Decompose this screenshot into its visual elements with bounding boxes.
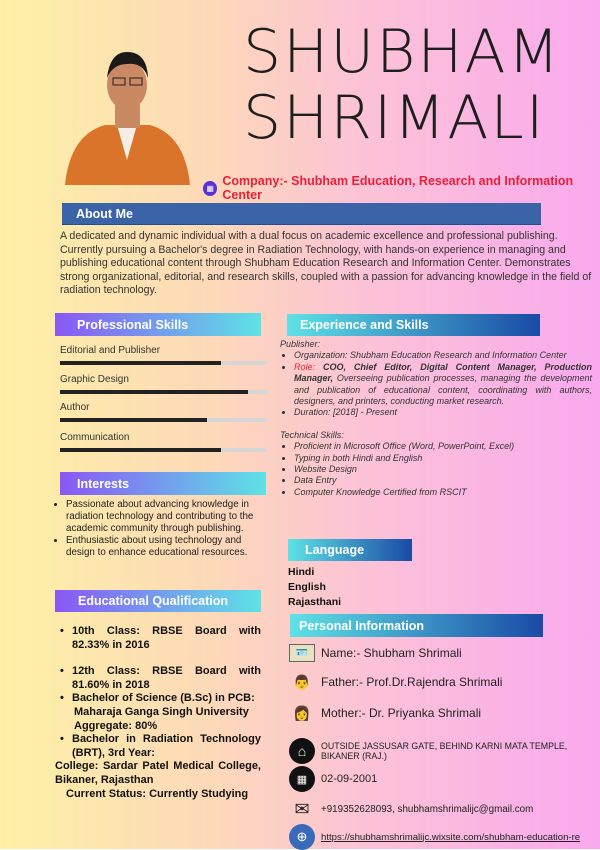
list-item: • Data Entry [294, 475, 592, 486]
edu-text: Bachelor of Science (B.Sc) in PCB: [72, 692, 255, 705]
edu-text: 10th Class: RBSE Board with 82.33% in 2016 [72, 625, 261, 651]
edu-text: Aggregate: 80% [74, 719, 158, 732]
skill-label: Graphic Design [60, 374, 129, 385]
language-list [288, 565, 341, 610]
man-icon: 👨 [293, 673, 311, 690]
dob-row [289, 766, 377, 792]
list-item: • Proficient in Microsoft Office (Word, PowerPoint, Excel) [294, 441, 592, 452]
home-icon: ⌂ [289, 738, 315, 764]
building-icon: ▦ [203, 181, 217, 196]
skill-label: Communication [60, 432, 130, 443]
personal-header: Personal Information [290, 614, 543, 637]
tech-label: Technical Skills: [280, 429, 344, 440]
list-item: • Passionate about advancing knowledge in radiation technology and contributing to the academic community through publishing. [66, 499, 266, 535]
list-item: Hindi [288, 566, 315, 578]
skill-label: Author [60, 402, 90, 413]
interests-list [66, 499, 266, 559]
about-header: About Me [62, 203, 541, 225]
name-row [289, 644, 462, 662]
skills-header: Professional Skills [55, 313, 261, 336]
skill-bar [60, 361, 267, 365]
skill-bar-fill [60, 361, 221, 365]
id-card-icon: 🪪 [289, 644, 315, 662]
list-item: • Typing in both Hindi and English [294, 453, 592, 464]
father-row [289, 669, 502, 695]
edu-text: Bachelor in Radiation Technology (BRT), 3rd Year: [72, 733, 261, 759]
mother-row [289, 700, 481, 726]
calendar-icon: ▦ [289, 766, 315, 792]
role-title: COO, Chief Editor, Digital Content Manager, Production Manager, [294, 361, 592, 384]
list-item: • Duration: [2018] - Present [294, 407, 592, 418]
skill-bar [60, 448, 267, 452]
skill-bar-fill [60, 448, 221, 452]
edu-college: College: Sardar Patel Medical College, Bikaner, Rajasthan [55, 760, 261, 786]
experience-section [280, 339, 592, 498]
mother-value: Mother:- Dr. Priyanka Shrimali [321, 706, 482, 720]
list-item: • Website Design [294, 464, 592, 475]
website-row [289, 824, 580, 850]
list-item: English [288, 581, 326, 593]
woman-icon: 👩 [293, 704, 311, 721]
company-line [203, 174, 600, 202]
education-header: Educational Qualification [55, 590, 261, 612]
last-name: SHRIMALI [243, 83, 546, 153]
globe-icon: ⊕ [289, 824, 315, 850]
skill-bar-fill [60, 418, 207, 422]
contact-row [289, 796, 533, 822]
skill-bar [60, 418, 267, 422]
interests-header: Interests [60, 472, 266, 495]
role-label: Role: [294, 361, 316, 372]
list-item: • Bachelor in Radiation Technology (BRT), 3rd Year: [60, 733, 261, 759]
list-item: • 10th Class: RBSE Board with 82.33% in 2016 [60, 625, 261, 651]
skill-label: Editorial and Publisher [60, 345, 161, 356]
edu-text: 12th Class: RBSE Board with 81.60% in 2018 [72, 665, 261, 691]
contact-value: +919352628093, shubhamshrimalijc@gmail.com [321, 803, 534, 815]
name-value: Name:- Shubham Shrimali [321, 646, 462, 660]
list-item: • Computer Knowledge Certified from RSCIT [294, 487, 592, 498]
about-text: A dedicated and dynamic individual with a dual focus on academic excellence and professional publishing. Currently pursuing a Bachelor's degree in Radiation Technology, with hands-on experience in managing and publishing educational content through Shubham Education Research and Information Center. Demonstrates strong organizational, editorial, and research skills, coupled with a passion for advancing knowledge in the field of radiation technology. [60, 230, 592, 297]
skill-bar [60, 390, 267, 394]
list-item: • Enthusiastic about using technology and design to enhance educational resources. [66, 535, 266, 559]
company-name: Company:- Shubham Education, Research and Information Center [222, 174, 574, 202]
list-item: • Organization: Shubham Education Research and Information Center [294, 350, 592, 361]
experience-header: Experience and Skills [287, 314, 540, 336]
profile-photo [55, 40, 200, 185]
address-value: OUTSIDE JASSUSAR GATE, BEHIND KARNI MATA TEMPLE, BIKANER (RAJ.) [321, 741, 568, 761]
website-link[interactable]: https://shubhamshrimalijc.wixsite.com/shubham-education-re [321, 831, 581, 843]
list-item: • 12th Class: RBSE Board with 81.60% in 2018 [60, 665, 261, 691]
education-list [55, 625, 261, 801]
list-item: Rajasthani [288, 596, 342, 608]
skill-bar-fill [60, 390, 248, 394]
address-row [289, 738, 589, 764]
father-value: Father:- Prof.Dr.Rajendra Shrimali [321, 675, 503, 689]
list-item: • Bachelor of Science (B.Sc) in PCB: [60, 692, 255, 705]
mail-phone-icon: ✉ [294, 798, 310, 819]
role-desc: Overseeing publication processes, managing the development and publication of educational content, coordinating with authors, designers, and printers, conducting market research. [294, 373, 592, 407]
edu-text: Maharaja Ganga Singh University [74, 705, 249, 718]
dob-value: 02-09-2001 [321, 773, 378, 785]
edu-status: Current Status: Currently Studying [66, 787, 249, 800]
publisher-label: Publisher: [280, 339, 321, 349]
first-name: SHUBHAM [243, 17, 562, 87]
language-header: Language [288, 539, 412, 561]
list-item [294, 362, 592, 408]
